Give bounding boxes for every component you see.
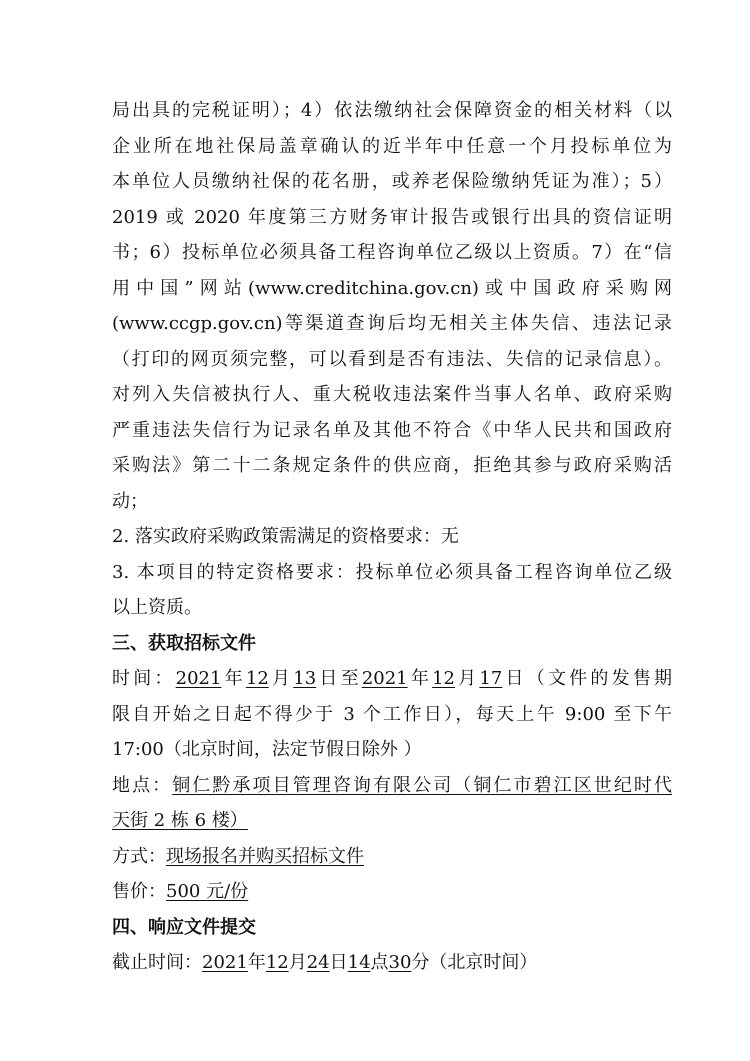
qualification-line: 企业所在地社保局盖章确认的近半年中任意一个月投标单位为 xyxy=(112,135,672,157)
sale-price-value: 500 元/份 xyxy=(166,881,249,902)
section-heading-submission: 四、响应文件提交 xyxy=(112,916,256,938)
sale-method-value: 现场报名并购买招标文件 xyxy=(166,845,364,867)
text-month: 月 xyxy=(288,952,307,973)
sale-price-label: 售价： xyxy=(112,881,166,902)
text-day: 日 xyxy=(329,952,348,973)
deadline-line xyxy=(112,945,672,981)
start-day: 13 xyxy=(293,668,317,689)
qualification-line: 书；6）投标单位必须具备工程咨询单位乙级以上资质。7）在“信 xyxy=(112,242,672,263)
text-month: 月 xyxy=(454,668,480,689)
end-day: 17 xyxy=(479,668,503,689)
qualification-line: 严重违法失信行为记录名单及其他不符合《中华人民共和国政府 xyxy=(112,419,672,441)
sale-time-line xyxy=(112,661,672,697)
sale-price-line xyxy=(112,874,672,910)
sale-place-value: 铜仁黔承项目管理咨询有限公司（铜仁市碧江区世纪时代 xyxy=(172,774,673,796)
deadline-hour: 14 xyxy=(347,952,371,973)
specific-requirement-cont: 以上资质。 xyxy=(112,597,202,618)
qualification-line: 动； xyxy=(112,490,148,512)
deadline-month: 12 xyxy=(265,952,289,973)
qualification-line: 2019 或 2020 年度第三方财务审计报告或银行出具的资信证明 xyxy=(112,206,672,228)
qualification-line: 本单位人员缴纳社保的花名册，或养老保险缴纳凭证为准）；5） xyxy=(112,171,672,192)
document-body xyxy=(112,93,672,981)
sale-place-line xyxy=(112,768,672,804)
qualification-line: 局出具的完税证明）；4）依法缴纳社会保障资金的相关材料（以 xyxy=(112,100,672,121)
text-minute-note: 分（北京时间） xyxy=(411,952,538,973)
text-year: 年 xyxy=(407,668,433,689)
text-day-to: 日至 xyxy=(316,668,362,689)
sale-time-label: 时间： xyxy=(112,668,176,689)
specific-requirement: 3. 本项目的特定资格要求：投标单位必须具备工程咨询单位乙级 xyxy=(112,561,672,583)
text-year: 年 xyxy=(247,952,266,973)
sale-time-line-3: 17:00（北京时间，法定节假日除外 ） xyxy=(112,739,422,760)
deadline-day: 24 xyxy=(306,952,330,973)
qualification-line: 对列入失信被执行人、重大税收违法案件当事人名单、政府采购 xyxy=(112,384,672,405)
sale-method-line xyxy=(112,839,672,875)
section-heading-obtain-documents: 三、获取招标文件 xyxy=(112,632,256,654)
policy-requirement: 2. 落实政府采购政策需满足的资格要求：无 xyxy=(112,526,459,547)
sale-time-line-2: 限自开始之日起不得少于 3 个工作日），每天上午 9:00 至下午 xyxy=(112,703,672,725)
end-month: 12 xyxy=(432,668,455,689)
text-hour: 点 xyxy=(370,952,389,973)
sale-place-label: 地点： xyxy=(112,774,173,796)
qualification-line: 采购法》第二十二条规定条件的供应商，拒绝其参与政府采购活 xyxy=(112,455,672,476)
qualification-line: （打印的网页须完整，可以看到是否有违法、失信的记录信息）。 xyxy=(112,348,672,370)
start-year: 2021 xyxy=(175,668,222,689)
text-year: 年 xyxy=(221,668,246,689)
start-month: 12 xyxy=(245,668,269,689)
qualification-line: 用中国”网站(www.creditchina.gov.cn)或中国政府采购网 xyxy=(112,277,672,299)
text-month: 月 xyxy=(268,668,294,689)
text-day-note: 日（文件的发售期 xyxy=(502,668,673,689)
deadline-label: 截止时间： xyxy=(112,952,202,973)
deadline-year: 2021 xyxy=(202,952,248,973)
qualification-line: (www.ccgp.gov.cn)等渠道查询后均无相关主体失信、违法记录 xyxy=(112,313,672,334)
sale-place-line-2 xyxy=(112,803,672,839)
sale-place-value-cont: 天街 2 栋 6 楼） xyxy=(112,810,248,831)
deadline-minute: 30 xyxy=(388,952,412,973)
end-year: 2021 xyxy=(361,668,408,689)
sale-method-label: 方式： xyxy=(112,845,166,867)
